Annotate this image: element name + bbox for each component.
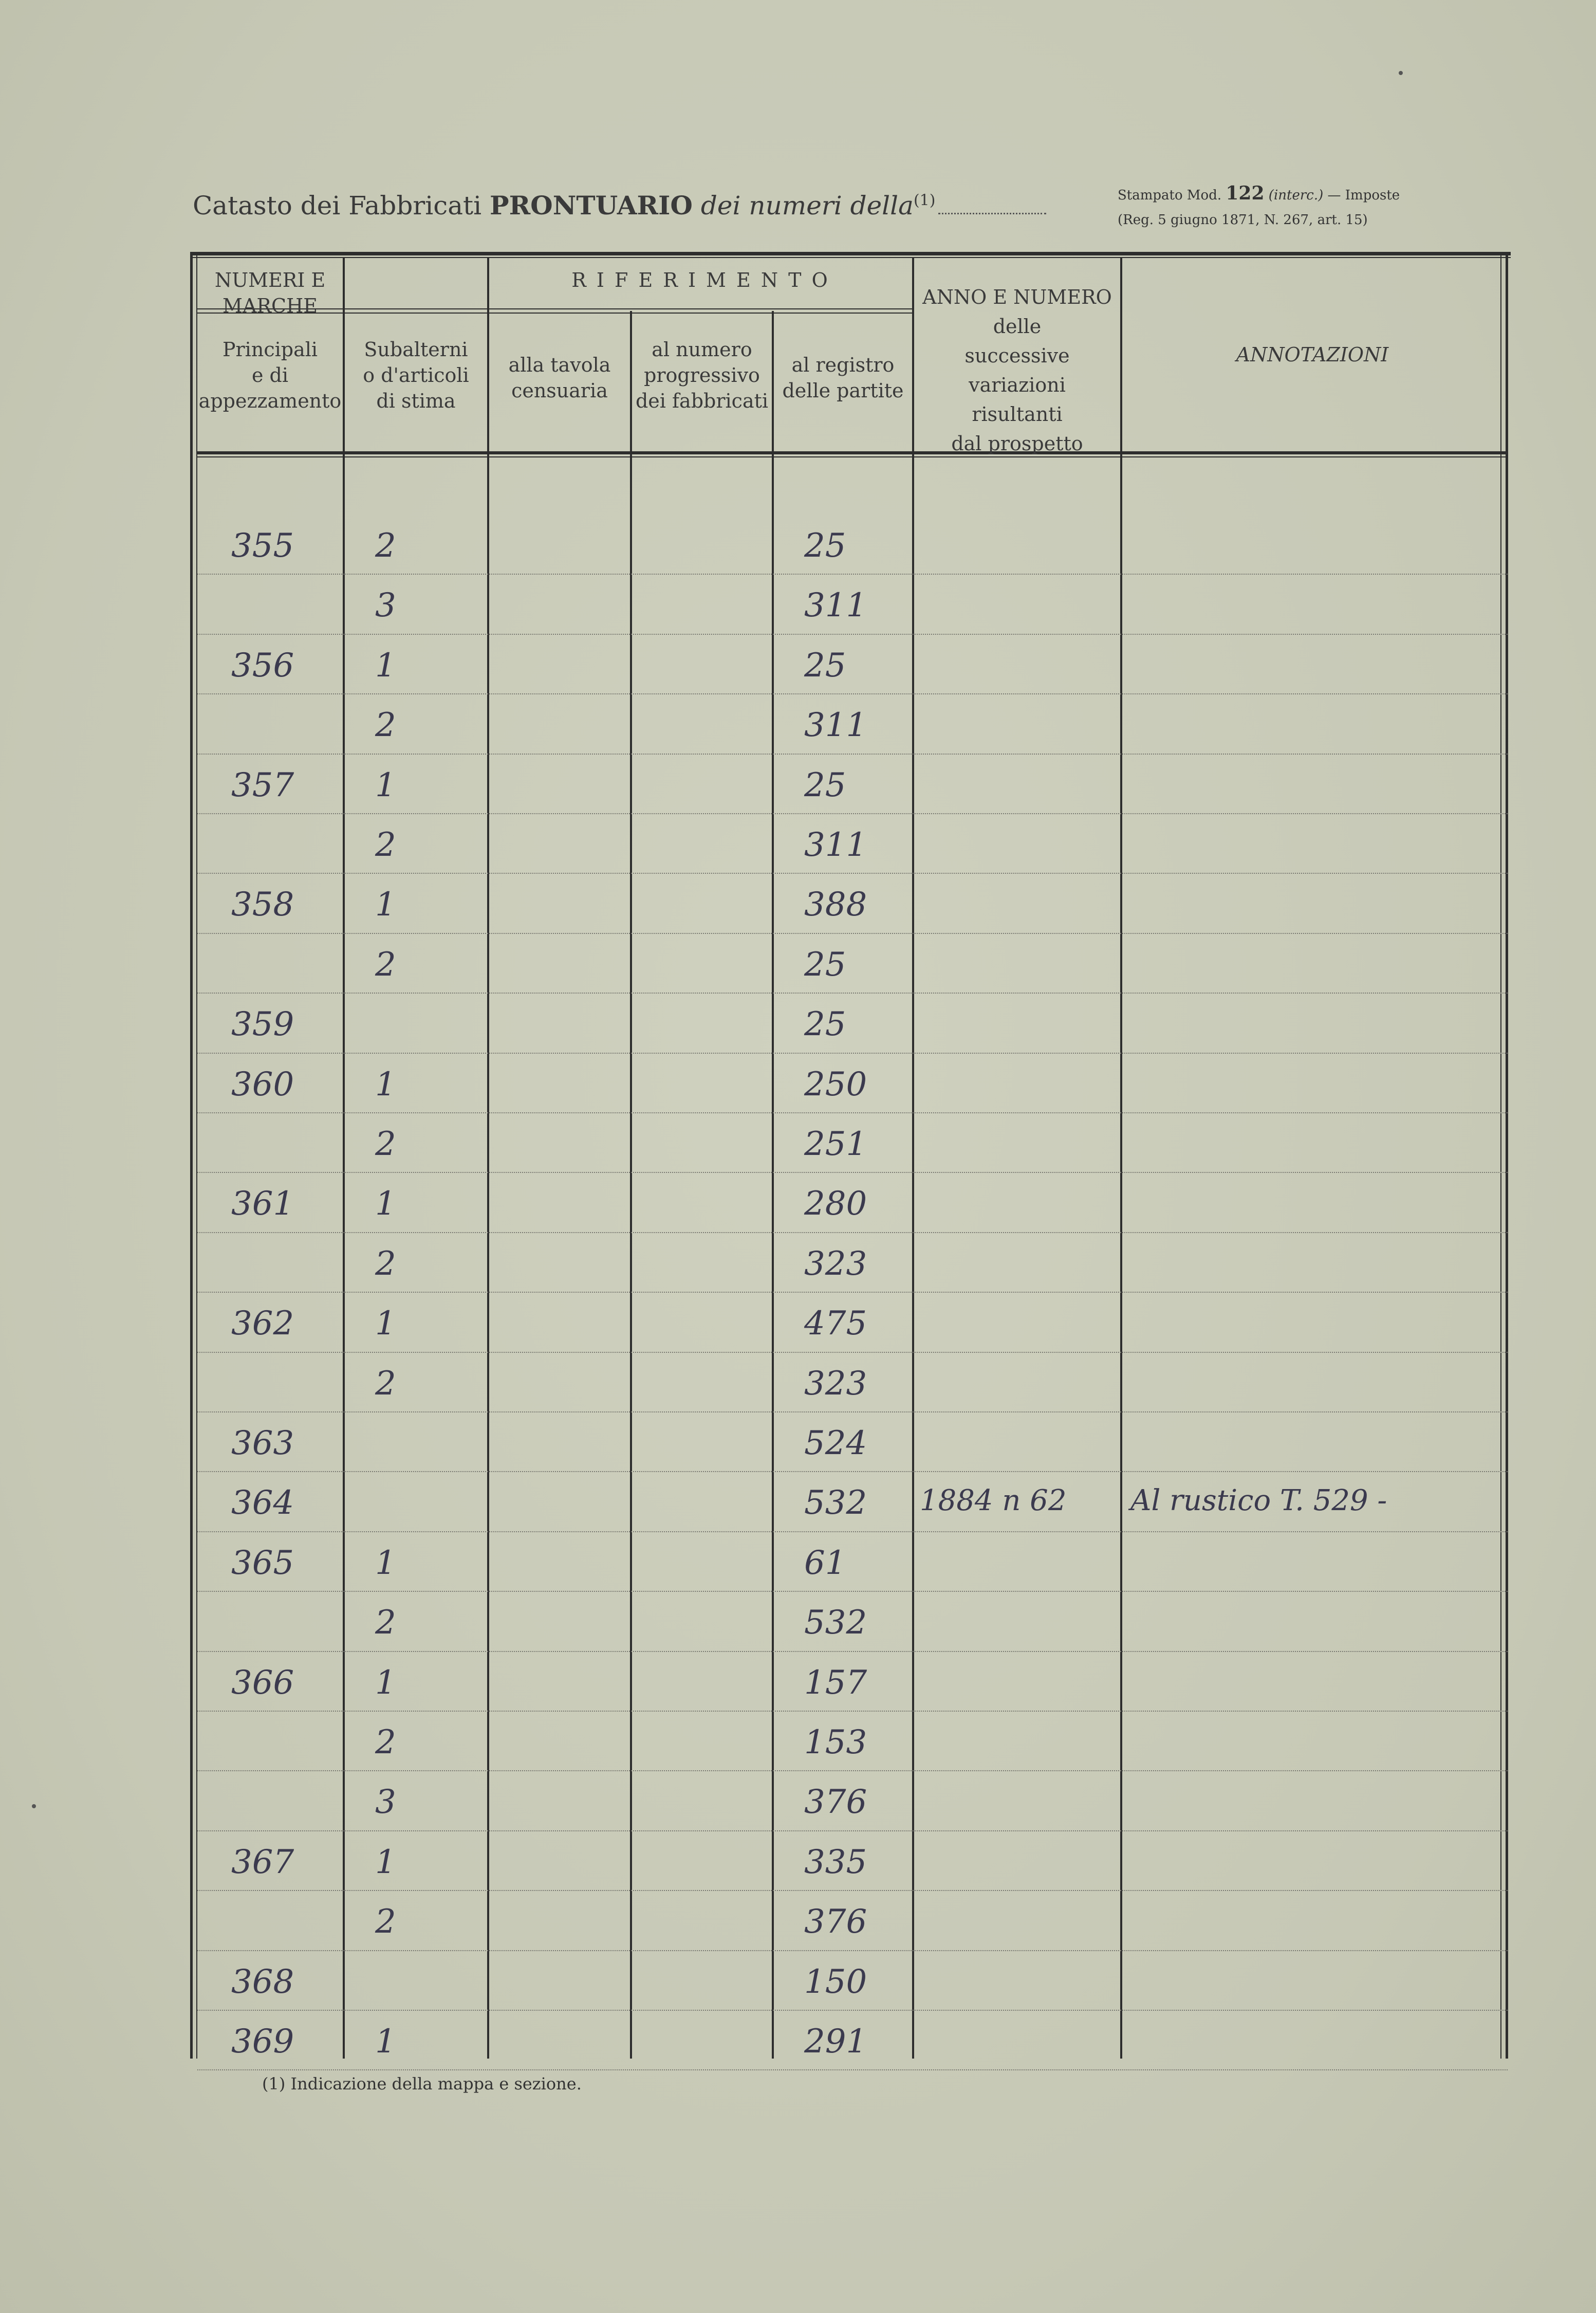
cell-principale: 362	[231, 1305, 294, 1343]
cell-principale: 363	[231, 1424, 294, 1462]
table-right-border-inner	[1500, 252, 1501, 2059]
cell-principale: 357	[231, 766, 294, 804]
cell-registro: 25	[804, 766, 846, 804]
cell-subalterno: 1	[375, 1544, 396, 1582]
cell-subalterno: 1	[375, 646, 396, 685]
row-rule	[197, 2069, 1508, 2070]
cell-registro: 376	[804, 1783, 867, 1822]
cell-subalterno: 1	[375, 1663, 396, 1702]
group-underline-riferimento	[489, 308, 912, 309]
row-rule	[197, 1232, 1508, 1233]
cell-registro: 376	[804, 1903, 867, 1941]
title-fill-line	[938, 213, 1046, 214]
cell-principale: 358	[231, 886, 294, 924]
form-reference	[1118, 181, 1426, 232]
cell-registro: 291	[804, 2023, 867, 2061]
row-rule	[197, 1053, 1508, 1054]
cell-principale: 361	[231, 1185, 294, 1223]
cell-principale: 356	[231, 646, 294, 685]
cell-principale: 367	[231, 1843, 294, 1881]
cell-principale: 366	[231, 1663, 294, 1702]
row-rule	[197, 1950, 1508, 1951]
col-sep-3	[630, 311, 632, 2059]
cell-principale: 365	[231, 1544, 294, 1582]
cell-registro: 524	[804, 1424, 867, 1462]
table-top-border	[190, 252, 1511, 255]
cell-subalterno: 1	[375, 1065, 396, 1104]
col-tavola-censuaria: alla tavola censuaria	[508, 354, 611, 402]
cell-principale: 368	[231, 1962, 294, 2001]
col-group-numeri-e-marche: NUMERI E MARCHE	[214, 269, 326, 317]
cell-registro: 311	[804, 586, 867, 625]
cell-principale: 359	[231, 1005, 294, 1044]
table-left-border	[190, 252, 193, 2059]
cell-registro: 157	[804, 1663, 867, 1702]
form-number: 122	[1226, 182, 1265, 204]
col-numero-progressivo: al numero progressivo dei fabbricati	[635, 338, 769, 412]
row-rule	[197, 2010, 1508, 2011]
row-rule	[197, 1531, 1508, 1532]
row-rule	[197, 1292, 1508, 1293]
row-rule	[197, 1890, 1508, 1891]
row-rule	[197, 813, 1508, 814]
cell-subalterno: 1	[375, 766, 396, 804]
cell-subalterno: 3	[375, 1783, 396, 1822]
row-rule	[197, 1471, 1508, 1472]
register-table	[190, 252, 1511, 2059]
row-rule	[197, 634, 1508, 635]
row-rule	[197, 1172, 1508, 1173]
cell-subalterno: 1	[375, 1843, 396, 1881]
col-subalterni: Subalterni o d'articoli di stima	[363, 338, 469, 412]
form-reference-line1: Stampato Mod. 122 (interc.) — Imposte	[1118, 182, 1400, 204]
cell-principale: 369	[231, 2023, 294, 2061]
row-rule	[197, 754, 1508, 755]
cell-annotazione: Al rustico T. 529 -	[1130, 1484, 1387, 1518]
col-sep-1	[343, 258, 345, 2059]
row-rule	[197, 1711, 1508, 1712]
row-rule	[197, 574, 1508, 575]
cell-subalterno: 2	[375, 527, 396, 565]
table-right-border	[1506, 252, 1508, 2059]
row-rule	[197, 873, 1508, 874]
title-note-ref: (1)	[913, 191, 936, 210]
cell-principale: 355	[231, 527, 294, 565]
footnote: (1) Indicazione della mappa e sezione.	[262, 2074, 582, 2094]
cell-registro: 250	[804, 1065, 867, 1104]
cell-registro: 388	[804, 886, 867, 924]
row-rule	[197, 1112, 1508, 1113]
cell-subalterno: 1	[375, 886, 396, 924]
col-sep-5	[912, 258, 914, 2059]
row-rule	[197, 933, 1508, 934]
col-principali: Principali e di appezzamento	[198, 338, 342, 412]
paper-speck	[1399, 71, 1403, 75]
cell-registro: 153	[804, 1723, 867, 1761]
cell-registro: 25	[804, 1005, 846, 1044]
cell-registro: 532	[804, 1484, 867, 1522]
cell-registro: 532	[804, 1604, 867, 1642]
cell-subalterno: 1	[375, 2023, 396, 2061]
row-rule	[197, 1770, 1508, 1771]
cell-subalterno: 2	[375, 826, 396, 864]
paper-speck	[32, 1804, 36, 1808]
cell-subalterno: 3	[375, 586, 396, 625]
row-rule	[197, 1411, 1508, 1412]
cell-principale: 364	[231, 1484, 294, 1522]
header-bottom-rule	[197, 451, 1506, 454]
col-annotazioni: ANNOTAZIONI	[1236, 343, 1389, 366]
cell-registro: 25	[804, 646, 846, 685]
cell-registro: 150	[804, 1962, 867, 2001]
cell-subalterno: 2	[375, 1244, 396, 1283]
cell-registro: 280	[804, 1185, 867, 1223]
row-rule	[197, 693, 1508, 694]
col-sep-4	[772, 311, 774, 2059]
col-sep-2	[487, 258, 489, 2059]
cell-registro: 311	[804, 706, 867, 745]
col-anno-e-numero: ANNO E NUMERO delle successive variazioni risultanti dal prospetto	[922, 286, 1112, 455]
cell-subalterno: 2	[375, 1125, 396, 1163]
cell-subalterno: 2	[375, 945, 396, 984]
table-top-border-inner	[190, 257, 1511, 258]
form-reference-line2: (Reg. 5 giugno 1871, N. 267, art. 15)	[1118, 212, 1368, 228]
title-bold: PRONTUARIO	[490, 190, 693, 221]
cell-registro: 251	[804, 1125, 867, 1163]
cell-anno: 1884 n 62	[920, 1484, 1067, 1518]
row-rule	[197, 1651, 1508, 1652]
cell-registro: 61	[804, 1544, 846, 1582]
cell-subalterno: 2	[375, 1903, 396, 1941]
col-sep-6	[1120, 258, 1122, 2059]
cell-registro: 25	[804, 945, 846, 984]
cell-registro: 323	[804, 1364, 867, 1403]
cell-registro: 323	[804, 1244, 867, 1283]
cell-subalterno: 1	[375, 1185, 396, 1223]
table-left-border-inner	[196, 252, 197, 2059]
cell-subalterno: 2	[375, 1723, 396, 1761]
cell-subalterno: 1	[375, 1305, 396, 1343]
col-registro-partite: al registro delle partite	[782, 354, 904, 402]
row-rule	[197, 993, 1508, 994]
row-rule	[197, 1352, 1508, 1353]
cell-registro: 311	[804, 826, 867, 864]
col-group-riferimento: R I F E R I M E N T O	[571, 269, 830, 291]
title-italic: dei numeri della	[700, 191, 914, 221]
row-rule	[197, 1830, 1508, 1831]
cell-subalterno: 2	[375, 1364, 396, 1403]
cell-registro: 475	[804, 1305, 867, 1343]
cell-registro: 25	[804, 527, 846, 565]
document-title	[193, 190, 1046, 221]
title-prefix: Catasto dei Fabbricati	[193, 191, 482, 221]
cell-principale: 360	[231, 1065, 294, 1104]
cell-subalterno: 2	[375, 1604, 396, 1642]
cell-subalterno: 2	[375, 706, 396, 745]
row-rule	[197, 1591, 1508, 1592]
cell-registro: 335	[804, 1843, 867, 1881]
